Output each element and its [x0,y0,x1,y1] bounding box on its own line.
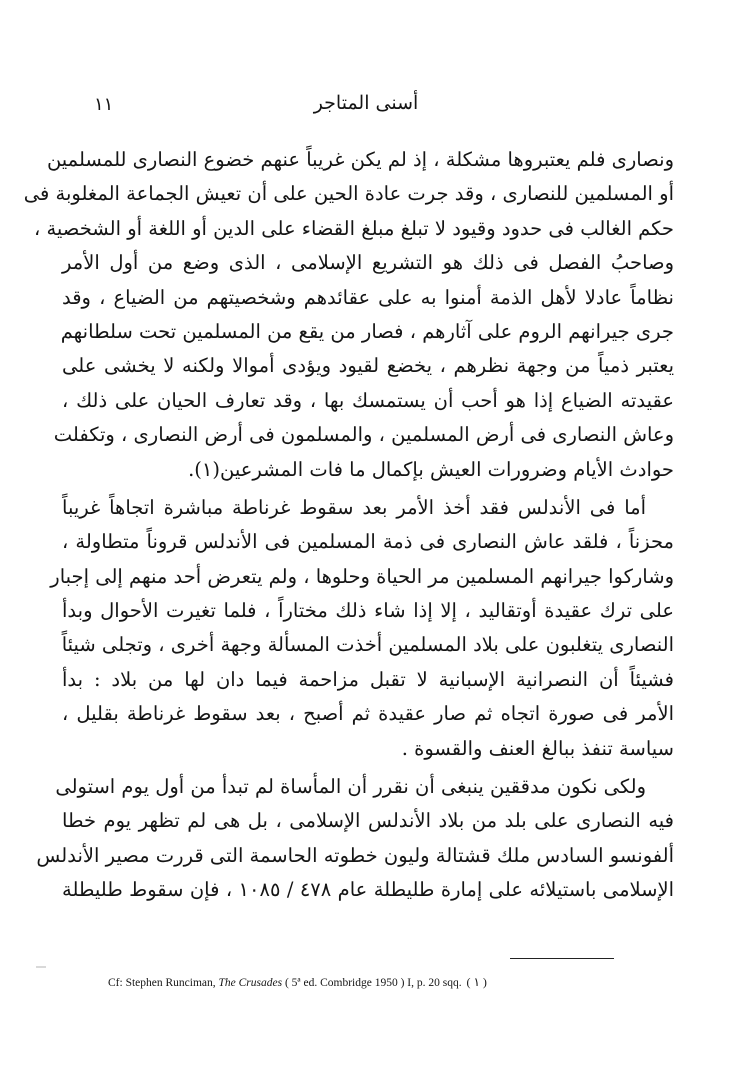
text-line: حوادث الأيام وضرورات العيش بإكمال ما فات المشرعين(١). [188,457,674,481]
text-line: جرى جيرانهم الروم على آثارهم ، فصار من يقع من المسلمين تحت سلطانهم [60,319,674,343]
text-line: أو المسلمين للنصارى ، وقد جرت عادة الحين على أن تعيش الجماعة المغلوبة فى [23,182,674,206]
page-number: ١١ [94,94,114,115]
text-line: حكم الغالب فى حدود وقيود لا تبلغ مبلغ القضاء على الدين أو اللغة أو الشخصية ، [33,216,674,240]
text-line: أما فى الأندلس فقد أخذ الأمر بعد سقوط غرناطة مباشرة اتجاهاً غريباً [62,495,646,519]
text-line: الإسلامى باستيلائه على إمارة طليطلة عام ٤٧٨ / ١٠٨٥ ، فإن سقوط طليطلة [62,878,675,902]
text-line: وشاركوا جيرانهم المسلمين مر الحياة وحلوها ، ولم يتعرض أحد منهم إلى إجبار [50,564,674,588]
text-line: ولكى نكون مدققين ينبغى أن نقرر أن المأساة لم تبدأ من أول يوم استولى [55,775,646,799]
footnote [108,975,618,990]
footnote-marker: ( ١ ) [466,975,487,989]
text-line: النصارى يتغلبون على بلاد المسلمين أخذت المسألة وجهة أخرى ، وتجلى شيئاً [61,633,674,657]
body-text [23,143,675,908]
footnote-prefix: Cf: Stephen Runciman, [108,977,219,989]
text-line: فشيئاً أن النصرانية الإسبانية لا تقبل مزاحمة فيما دان لها من بلاد : بدأ [62,667,674,691]
text-line: محزناً ، فلقد عاش النصارى فى ذمة المسلمين فى الأندلس قروناً متطاولة ، [62,530,674,554]
text-line: ونصارى فلم يعتبروها مشكلة ، إذ لم يكن غريباً عنهم خضوع النصارى للمسلمين [46,148,674,171]
text-line: عقيدته الضياع إذا هو أحب أن يستمسك بها ، وقد تعارف الحيان على ذلك ، [62,388,674,412]
text-line: وصاحبُ الفصل فى ذلك هو التشريع الإسلامى ، الذى وضع من أول الأمر [62,251,674,275]
footnote-divider [510,958,614,959]
text-line: نظاماً عادلا لأهل الذمة أمنوا به على عقائدهم وشخصيتهم من الضياع ، وقد [62,285,674,309]
text-line: على ترك عقيدة أوتقاليد ، إلا إذا شاء ذلك مختاراً ، فلما تغيرت الأحوال وبدأ [62,599,674,623]
text-line: وعاش النصارى فى أرض المسلمين ، والمسلمون فى أرض النصارى ، وتكفلت [53,423,674,447]
text-line: فيه النصارى على بلد من بلاد الأندلس الإسلامى ، بل هى لم تظهر يوم خطا [62,809,674,833]
text-line: الأمر فى صورة اتجاه ثم صار عقيدة ثم أصبح ، بعد سقوط غرناطة بقليل ، [62,702,674,726]
text-line: سياسة تنفذ ببالغ العنف والقسوة . [401,736,674,760]
text-line: يعتبر ذمياً من وجهة نظرهم ، يخضع لقيود ويؤدى أموالا ولكنه لا يخشى على [62,354,674,378]
scan-speck [36,966,46,968]
running-title: أسنى المتاجر [313,92,419,114]
footnote-suffix: ( 5ª ed. Combridge 1950 ) I, p. 20 sqq. [282,977,462,989]
footnote-title: The Crusades [218,977,283,989]
text-line: ألفونسو السادس ملك قشتالة وليون خطوته الحاسمة التى قررت مصير الأندلس [36,843,674,867]
